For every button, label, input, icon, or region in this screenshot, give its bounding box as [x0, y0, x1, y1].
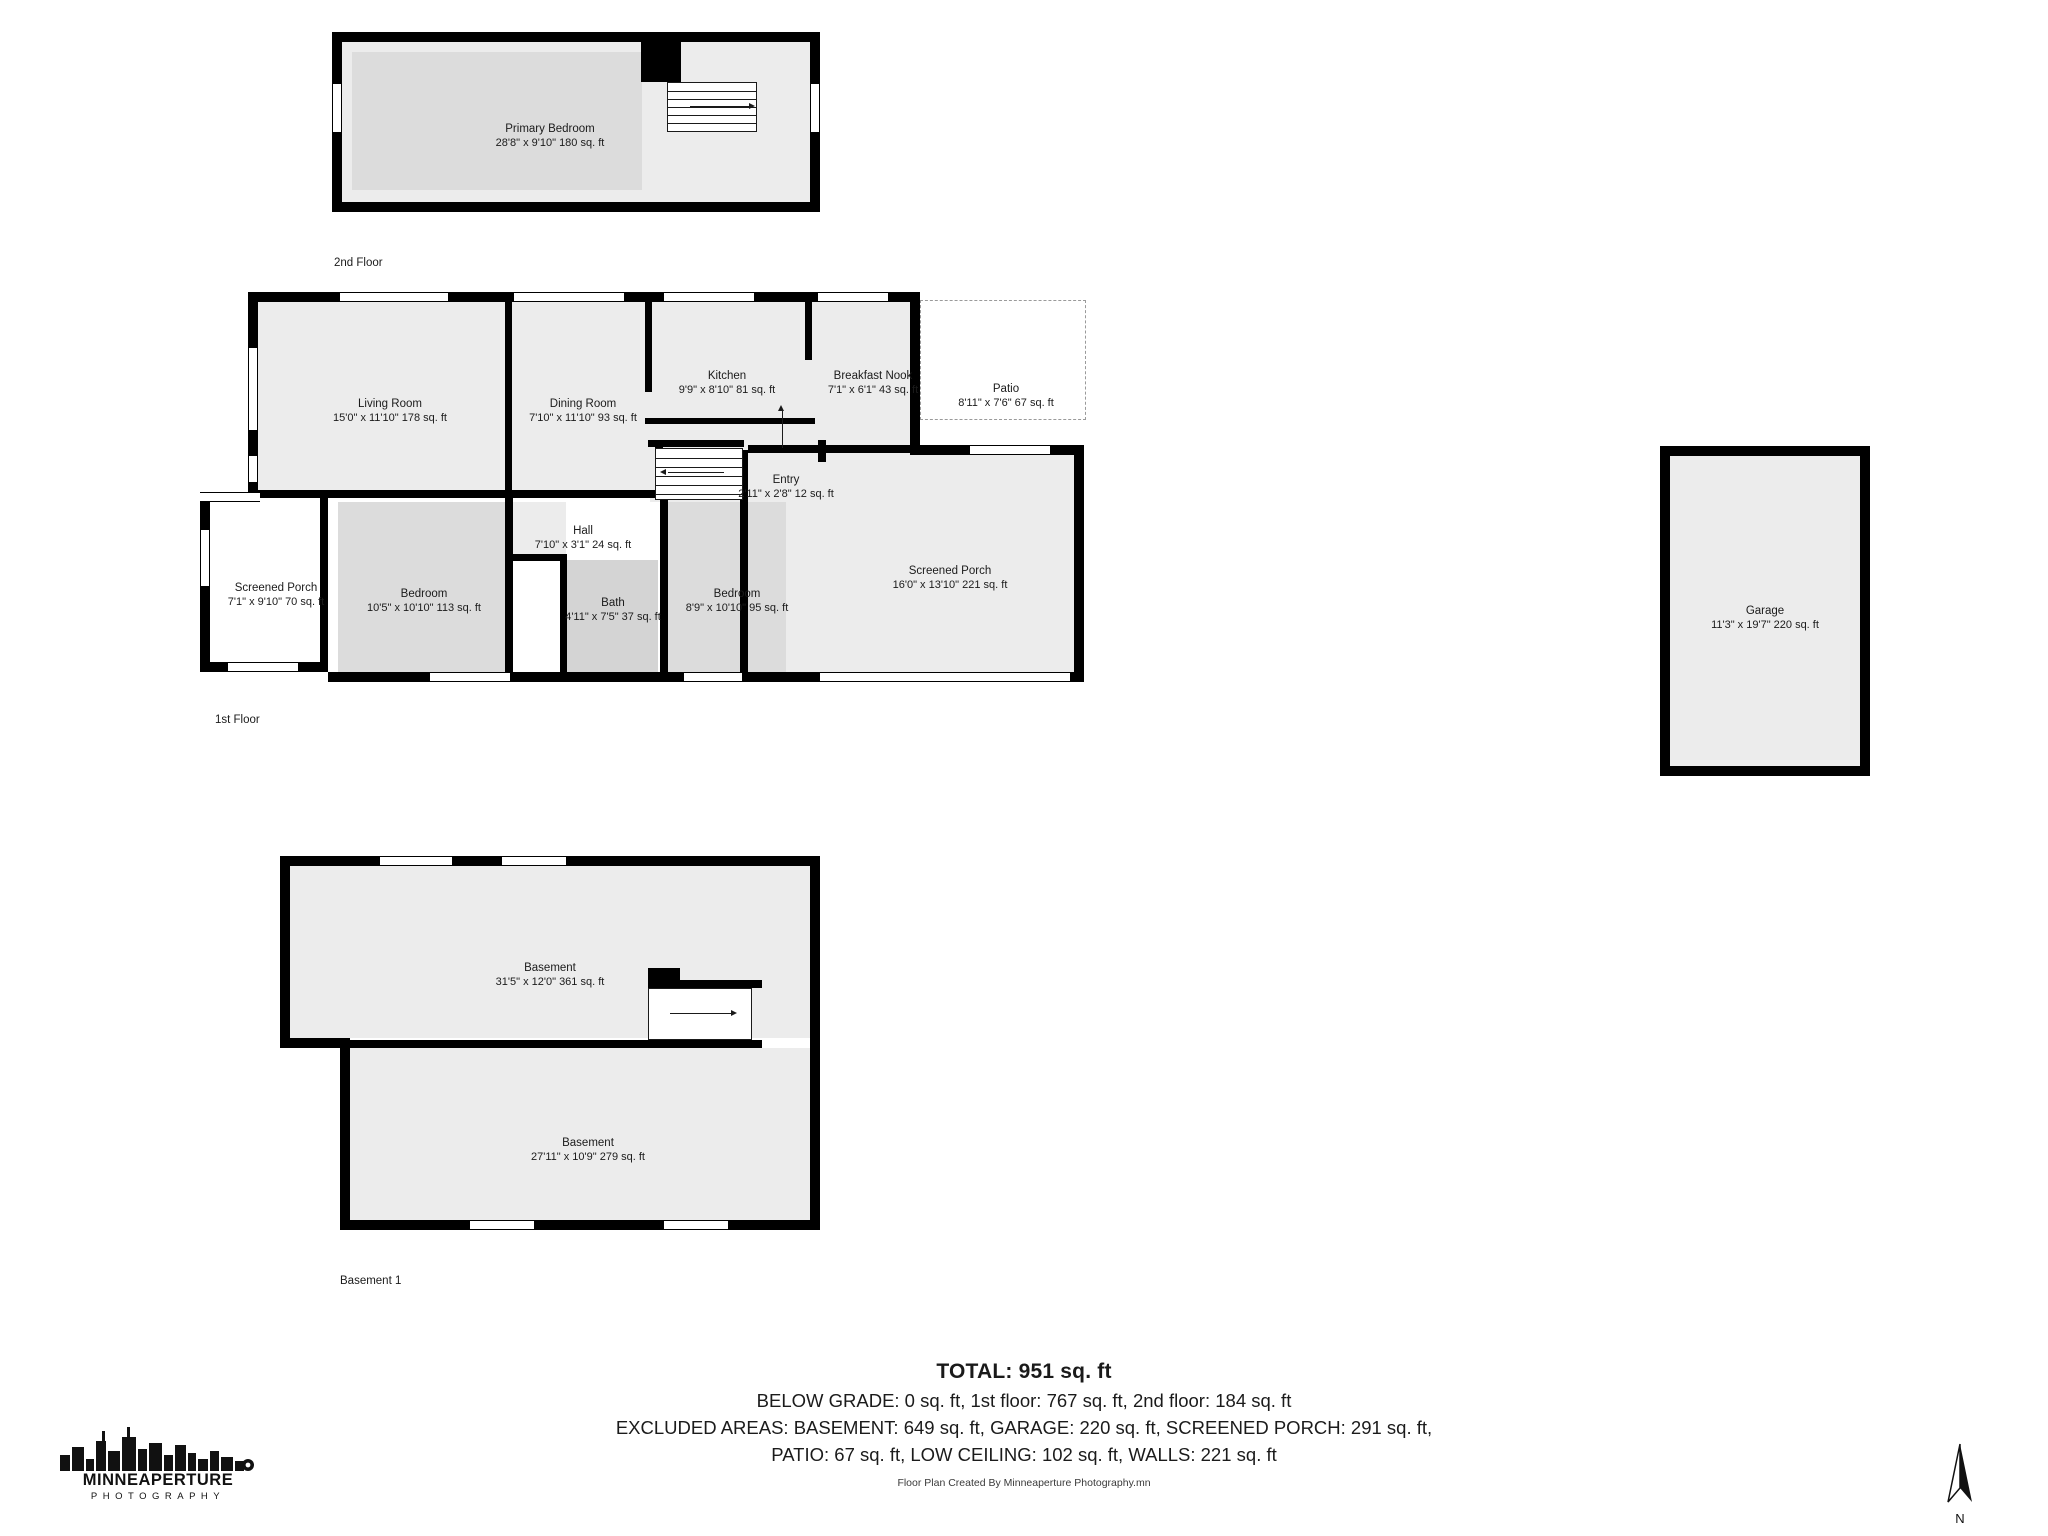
skyline-icon [58, 1425, 258, 1471]
below-grade-line: BELOW GRADE: 0 sq. ft, 1st floor: 767 sq. ft, 2nd floor: 184 sq. ft [756, 1390, 1292, 1411]
window [502, 856, 566, 866]
window [340, 292, 448, 302]
excluded-areas-line-2: PATIO: 67 sq. ft, LOW CEILING: 102 sq. ft, WALLS: 221 sq. ft [771, 1444, 1277, 1465]
credit-text: Floor Plan Created By Minneaperture Photography.mn [897, 1477, 1151, 1489]
stair-stringer [648, 980, 762, 988]
room-area-screened-porch-large [760, 455, 1074, 672]
patio-outline [920, 300, 1086, 420]
wall [1074, 445, 1084, 682]
wall [332, 32, 820, 42]
room-label-living-room: Living Room 15'0" x 11'10" 178 sq. ft [333, 398, 447, 424]
room-label-hall: Hall 7'10" x 3'1" 24 sq. ft [534, 525, 632, 551]
window [820, 672, 1070, 682]
wall-interior [505, 498, 513, 672]
wall [340, 1220, 820, 1230]
stair-up-arrow [782, 410, 783, 448]
stair-direction-arrow-head [660, 469, 666, 475]
room-label-screened-porch-small: Screened Porch 7'1" x 9'10" 70 sq. ft [227, 582, 325, 608]
stair-direction-arrow-head [731, 1010, 737, 1016]
wall [1660, 446, 1670, 776]
window [228, 662, 298, 672]
window [248, 456, 258, 482]
room-area-basement-lower [350, 1048, 810, 1220]
window [684, 672, 742, 682]
room-label-garage: Garage 11'3" x 19'7" 220 sq. ft [1711, 605, 1819, 631]
wall-interior [648, 440, 744, 447]
room-label-entry: Entry 2'11" x 2'8" 12 sq. ft [738, 474, 834, 500]
patio-outline-edge [920, 300, 921, 420]
wall [1860, 446, 1870, 776]
room-label-primary-bedroom: Primary Bedroom 28'8" x 9'10" 180 sq. ft [495, 123, 605, 149]
room-label-bath: Bath 4'11" x 7'5" 37 sq. ft [565, 597, 661, 623]
floor-caption-1st-floor: 1st Floor [215, 714, 260, 726]
stair-up-arrow-head [778, 405, 784, 411]
room-label-patio: Patio 8'11" x 7'6" 67 sq. ft [958, 383, 1054, 409]
window [430, 672, 510, 682]
wall [910, 292, 920, 452]
stair-direction-arrow [670, 1013, 732, 1014]
window [970, 445, 1050, 455]
floor-caption-2nd-floor: 2nd Floor [334, 257, 383, 269]
room-area-breakfast-nook [810, 302, 910, 422]
window [200, 530, 210, 586]
room-label-kitchen: Kitchen 9'9" x 8'10" 81 sq. ft [678, 370, 776, 396]
room-label-screened-porch-large: Screened Porch 16'0" x 13'10" 221 sq. ft [892, 565, 1008, 591]
compass-north-label: N [1955, 1511, 1965, 1526]
room-area-screened-porch-small [210, 502, 328, 662]
room-area-bedroom-right [668, 502, 786, 672]
room-label-bedroom-right: Bedroom 8'9" x 10'10" 95 sq. ft [685, 588, 789, 614]
wall [1660, 446, 1870, 456]
stair-direction-arrow [668, 472, 724, 473]
wall [1660, 766, 1870, 776]
wall-interior [348, 1040, 648, 1048]
window [200, 492, 260, 502]
room-area-bedroom-left [338, 502, 508, 672]
room-label-bedroom-left: Bedroom 10'5" x 10'10" 113 sq. ft [367, 588, 481, 614]
wall-interior [805, 300, 812, 360]
wall-interior [748, 445, 912, 453]
logo-brand-name: MINNEAPERTURE [82, 1471, 234, 1489]
window [664, 1220, 728, 1230]
summary-block [0, 1360, 2048, 1489]
room-area-hall [510, 502, 566, 560]
logo-subtitle: PHOTOGRAPHY [90, 1491, 226, 1502]
wall-interior [645, 292, 652, 392]
room-area-bath [566, 560, 658, 672]
wall-interior [560, 554, 567, 672]
stair-1st-floor [655, 448, 743, 500]
wall [340, 1038, 350, 1230]
total-area: TOTAL: 951 sq. ft [936, 1360, 1112, 1383]
stair-shaft-block [641, 42, 681, 82]
wall [810, 856, 820, 1230]
room-label-dining-room: Dining Room 7'10" x 11'10" 93 sq. ft [529, 398, 637, 424]
room-area-kitchen [650, 302, 810, 422]
floor-caption-basement-1: Basement 1 [340, 1275, 402, 1287]
window [664, 292, 754, 302]
window [248, 348, 258, 430]
wall-interior [660, 498, 668, 672]
stair-stringer [648, 1040, 762, 1048]
window [332, 84, 342, 132]
low-ceiling-shading [352, 52, 642, 190]
compass-rose [1932, 1440, 1988, 1526]
room-area-living-room [258, 302, 510, 492]
room-label-basement-lower: Basement 27'11" x 10'9" 279 sq. ft [531, 1137, 645, 1163]
wall [280, 856, 290, 1046]
room-area-garage [1670, 456, 1860, 766]
window [380, 856, 452, 866]
wall [280, 1038, 348, 1048]
window [514, 292, 624, 302]
stair-direction-arrow [690, 106, 750, 107]
window [818, 292, 888, 302]
window [470, 1220, 534, 1230]
wall-interior [320, 492, 328, 672]
stair-direction-arrow-head [749, 103, 755, 109]
wall-interior [505, 554, 567, 561]
wall-interior [248, 490, 668, 498]
wall-interior [818, 440, 826, 462]
wall-interior [505, 292, 512, 492]
room-label-basement-upper: Basement 31'5" x 12'0" 361 sq. ft [495, 962, 605, 988]
north-arrow-icon [1932, 1440, 1988, 1510]
wall [332, 202, 820, 212]
wall-interior [645, 418, 815, 424]
room-area-dining-room [510, 302, 650, 492]
company-logo [48, 1425, 268, 1509]
room-label-breakfast-nook: Breakfast Nook 7'1" x 6'1" 43 sq. ft [827, 370, 919, 396]
excluded-areas-line-1: EXCLUDED AREAS: BASEMENT: 649 sq. ft, GARAGE: 220 sq. ft, SCREENED PORCH: 291 sq. ft, [615, 1417, 1433, 1438]
window [810, 84, 820, 132]
